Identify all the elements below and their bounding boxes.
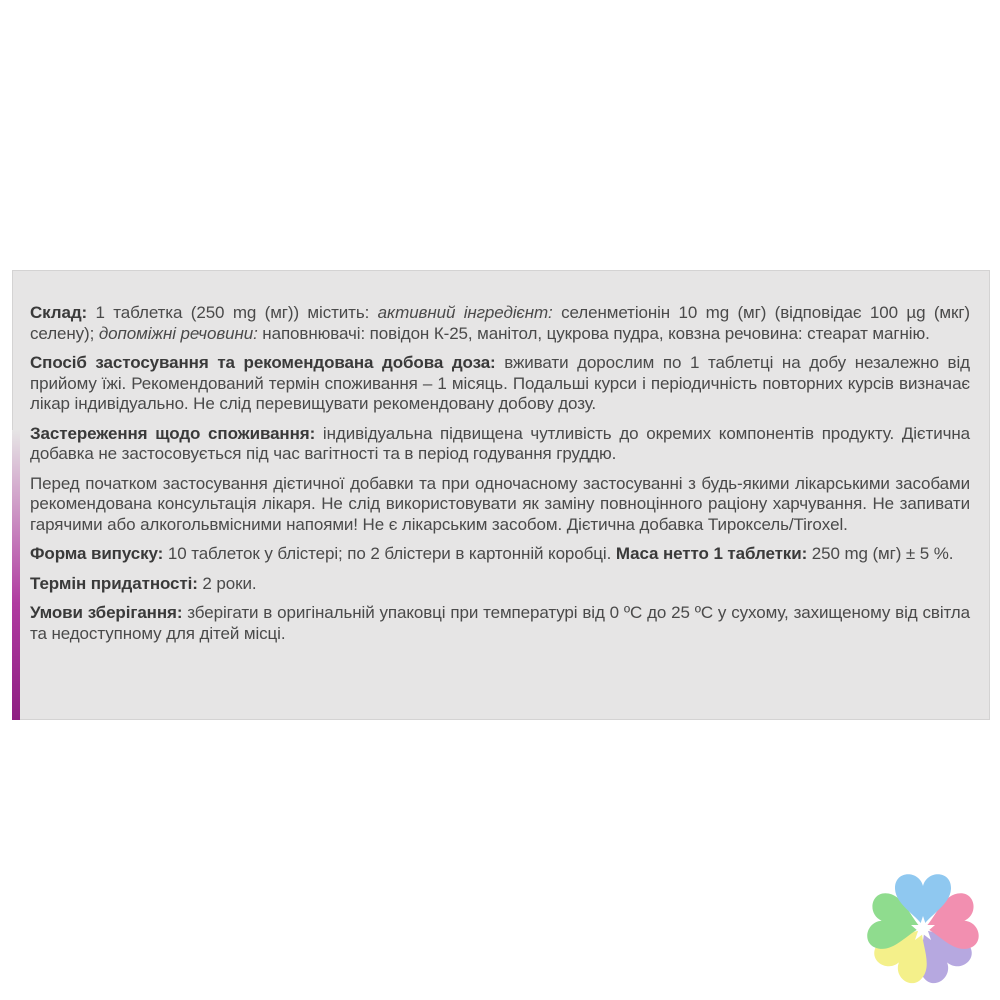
release-paragraph — [30, 544, 970, 565]
composition-paragraph — [30, 303, 970, 344]
storage-label: Умови зберігання: — [30, 603, 183, 622]
shelf-life-text: 2 роки. — [197, 573, 257, 593]
usage-label: Спосіб застосування та рекомендована добова доза: — [30, 353, 496, 372]
auxiliary-label: допоміжні речовини: — [98, 323, 258, 343]
storage-paragraph — [30, 603, 970, 644]
composition-text-2: селенметіонін 10 mg (мг) (відповідає 100 µg (мкг) селену); — [30, 303, 970, 343]
composition-label: Склад: — [30, 303, 88, 322]
notice-paragraph: Перед початком застосування дієтичної добавки та при одночасному застосуванні з будь-якими лікарськими засобами рекомендована консультація лікаря. Не слід використовувати як заміну повноцінного раціону харчування. Не запивати гарячими або алкогольвмісними напоями! Не є лікарським засобом. Дієтична добавка Тироксель/Tiroxel. — [30, 473, 970, 534]
label-text — [30, 303, 970, 653]
active-ingredient-label: активний інгредієнт: — [377, 303, 553, 322]
shelf-life-paragraph — [30, 574, 970, 595]
usage-text: вживати дорослим по 1 таблетці на добу незалежно від прийому їжі. Рекомендований термін споживання – 1 місяць. Подальші курси і періодичність повторних курсів визначає лікар індивідуально. Не слід перевищувати рекомендовану добову дозу. — [30, 353, 970, 413]
release-label: Форма випуску: — [30, 544, 164, 563]
usage-paragraph — [30, 353, 970, 415]
net-mass-text: 250 mg (мг) ± 5 %. — [807, 544, 954, 563]
shelf-life-label: Термін придатності: — [30, 573, 198, 593]
warnings-text: індивідуальна підвищена чутливість до окремих компонентів продукту. Дієтична добавка не застосовується під час вагітності та в період годування груддю. — [30, 423, 970, 463]
warnings-paragraph — [30, 424, 970, 465]
flower-of-hearts-icon — [852, 858, 994, 1000]
warnings-label: Застереження щодо споживання: — [30, 423, 316, 443]
release-text: 10 таблеток у блістері; по 2 блістери в картонній коробці. — [163, 544, 616, 563]
composition-text-1: 1 таблетка (250 mg (мг)) містить: — [87, 303, 378, 322]
storage-text: зберігати в оригінальній упаковці при температурі від 0 ºС до 25 ºС у сухому, захищеному від світла та недоступному для дітей місці. — [30, 603, 970, 643]
net-mass-label: Маса нетто 1 таблетки: — [615, 544, 808, 563]
package-purple-edge — [12, 430, 20, 720]
composition-text-3: наповнювачі: повідон К-25, манітол, цукрова пудра, ковзна речовина: стеарат магнію. — [257, 323, 930, 343]
